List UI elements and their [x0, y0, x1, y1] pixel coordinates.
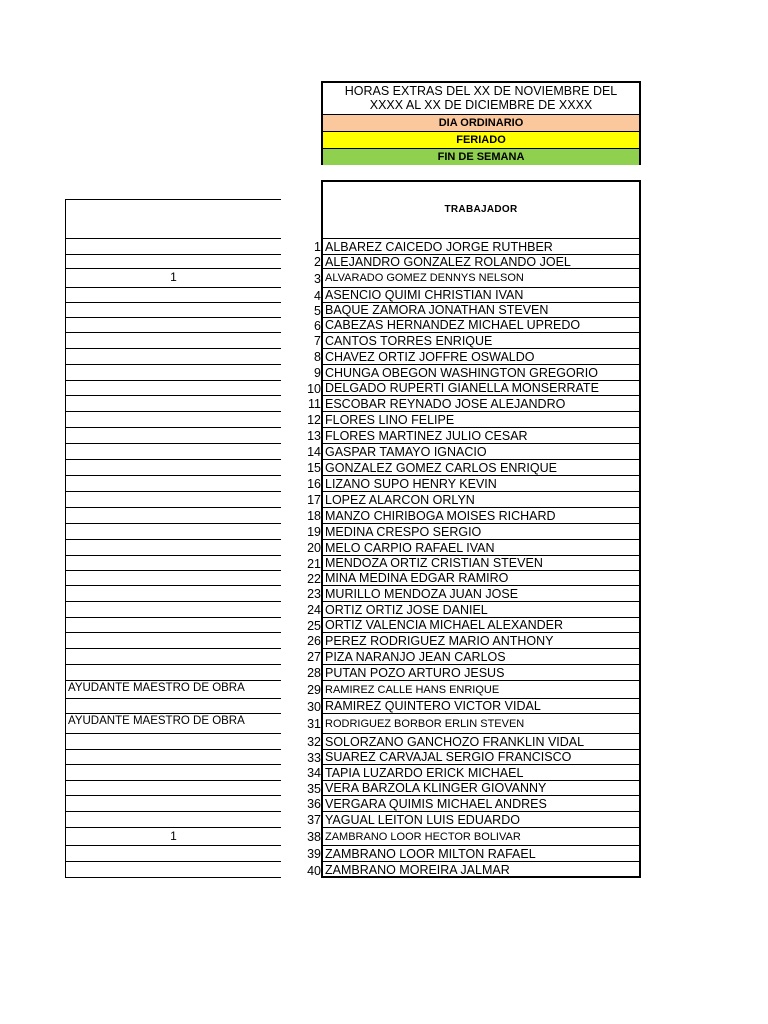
left-value-row3: 1 [170, 270, 177, 284]
worker-name: ZAMBRANO LOOR MILTON RAFAEL [325, 846, 536, 861]
left-row-divider [66, 632, 281, 633]
worker-name: VERGARA QUIMIS MICHAEL ANDRES [325, 796, 547, 811]
legend-fin-de-semana: FIN DE SEMANA [323, 148, 639, 165]
left-row-divider [66, 861, 281, 862]
row-number: 15 [307, 461, 321, 475]
row-number: 6 [314, 318, 321, 333]
legend-dia-ordinario: DIA ORDINARIO [323, 114, 639, 131]
left-row-divider [66, 764, 281, 765]
left-row-divider [66, 795, 281, 796]
row-number: 5 [314, 303, 321, 318]
left-row-divider [66, 827, 281, 828]
column-header-trabajador: TRABAJADOR [444, 204, 518, 215]
row-divider [323, 713, 639, 714]
row-number: 1 [314, 240, 321, 254]
worker-name: LIZANO SUPO HENRY KEVIN [325, 476, 497, 491]
worker-name: PIZA NARANJO JEAN CARLOS [325, 649, 506, 664]
worker-name: GASPAR TAMAYO IGNACIO [325, 444, 487, 459]
row-number: 40 [307, 863, 321, 878]
row-number: 21 [307, 556, 321, 571]
row-number: 17 [307, 493, 321, 507]
row-number: 33 [307, 750, 321, 765]
worker-name: LOPEZ ALARCON ORLYN [325, 492, 475, 507]
row-number: 25 [307, 618, 321, 633]
row-number: 24 [307, 603, 321, 617]
left-row-divider [66, 475, 281, 476]
left-row-divider [66, 238, 281, 239]
worker-name: FLORES MARTINEZ JULIO CESAR [325, 428, 528, 443]
worker-name: MANZO CHIRIBOGA MOISES RICHARD [325, 508, 556, 523]
worker-name: ORTIZ VALENCIA MICHAEL ALEXANDER [325, 618, 564, 632]
worker-name: CHUNGA OBEGON WASHINGTON GREGORIO [325, 365, 598, 380]
row-number: 35 [307, 781, 321, 796]
row-number: 34 [307, 766, 321, 780]
left-row-divider [66, 507, 281, 508]
row-number: 4 [314, 288, 321, 303]
row-number: 37 [307, 813, 321, 827]
row-number: 39 [307, 847, 321, 861]
left-row-divider [66, 601, 281, 602]
worker-name: MEDINA CRESPO SERGIO [325, 524, 482, 539]
worker-name: CHAVEZ ORTIZ JOFFRE OSWALDO [325, 349, 535, 364]
row-number: 13 [307, 429, 321, 443]
row-number: 22 [307, 571, 321, 586]
sheet-title-line1: HORAS EXTRAS DEL XX DE NOVIEMBRE DEL [344, 84, 618, 98]
left-row-divider [66, 332, 281, 333]
row-number: 20 [307, 541, 321, 555]
left-row-divider [66, 733, 281, 734]
worker-name: ALVARADO GOMEZ DENNYS NELSON [325, 272, 524, 284]
worker-name: ORTIZ ORTIZ JOSE DANIEL [325, 602, 488, 617]
worker-name: ASENCIO QUIMI CHRISTIAN IVAN [325, 288, 524, 302]
worker-name: VERA BARZOLA KLINGER GIOVANNY [325, 781, 547, 795]
row-number: 7 [314, 334, 321, 348]
worker-name: CABEZAS HERNANDEZ MICHAEL UPREDO [325, 318, 581, 332]
worker-name: PEREZ RODRIGUEZ MARIO ANTHONY [325, 633, 554, 648]
worker-name: RODRIGUEZ BORBOR ERLIN STEVEN [325, 717, 525, 730]
left-column [65, 199, 280, 878]
job-title-row31: AYUDANTE MAESTRO DE OBRA [68, 715, 245, 727]
row-divider [323, 827, 639, 828]
sheet-title [323, 83, 639, 114]
left-row-divider [66, 713, 281, 714]
row-number: 29 [307, 683, 321, 697]
worker-name: CANTOS TORRES ENRIQUE [325, 333, 493, 348]
left-row-divider [66, 648, 281, 649]
worker-name: MELO CARPIO RAFAEL IVAN [325, 540, 495, 555]
left-row-divider [66, 780, 281, 781]
row-number: 11 [308, 397, 321, 411]
row-divider [323, 268, 639, 269]
row-number: 10 [307, 381, 321, 396]
left-row-divider [66, 302, 281, 303]
row-number: 12 [307, 413, 321, 427]
worker-name: SUAREZ CARVAJAL SERGIO FRANCISCO [325, 750, 572, 764]
row-number: 31 [307, 717, 321, 731]
worker-name: GONZALEZ GOMEZ CARLOS ENRIQUE [325, 460, 557, 475]
worker-table [321, 180, 641, 878]
worker-name: ESCOBAR REYNADO JOSE ALEJANDRO [325, 396, 566, 411]
job-title-row29: AYUDANTE MAESTRO DE OBRA [68, 682, 245, 694]
row-number: 36 [307, 797, 321, 811]
left-row-divider [66, 555, 281, 556]
worker-name: RAMIREZ QUINTERO VICTOR VIDAL [325, 699, 541, 713]
row-number: 2 [314, 255, 321, 269]
worker-name: FLORES LINO FELIPE [325, 412, 455, 427]
row-number: 23 [307, 587, 321, 601]
worker-name: ALBAREZ CAICEDO JORGE RUTHBER [325, 239, 553, 254]
left-row-divider [66, 749, 281, 750]
header-legend-box [321, 81, 641, 165]
left-row-divider [66, 491, 281, 492]
row-number: 16 [307, 477, 321, 491]
left-row-divider [66, 523, 281, 524]
worker-name: RAMIREZ CALLE HANS ENRIQUE [325, 683, 500, 696]
left-row-divider [66, 845, 281, 846]
row-number: 9 [314, 366, 321, 380]
worker-name: MURILLO MENDOZA JUAN JOSE [325, 586, 519, 601]
left-row-divider [66, 380, 281, 381]
row-number: 18 [307, 509, 321, 523]
row-number: 27 [307, 650, 321, 664]
row-number: 19 [307, 525, 321, 539]
row-number: 38 [307, 830, 321, 844]
left-row-divider [66, 199, 281, 200]
worker-name: DELGADO RUPERTI GIANELLA MONSERRATE [325, 381, 599, 395]
left-row-divider [66, 317, 281, 318]
left-row-divider [66, 570, 281, 571]
worker-name: ZAMBRANO MOREIRA JALMAR [325, 863, 510, 877]
row-number: 30 [307, 699, 321, 714]
worker-name: MENDOZA ORTIZ CRISTIAN STEVEN [325, 556, 543, 570]
left-row-divider [66, 443, 281, 444]
row-number: 8 [314, 350, 321, 364]
left-row-divider [66, 348, 281, 349]
sheet-title-line2: XXXX AL XX DE DICIEMBRE DE XXXX [369, 98, 593, 112]
worker-name: MINA MEDINA EDGAR RAMIRO [325, 571, 509, 585]
left-row-divider [66, 411, 281, 412]
worker-name: ZAMBRANO LOOR HECTOR BOLIVAR [325, 830, 521, 843]
row-number: 26 [307, 634, 321, 648]
row-number: 14 [307, 445, 321, 459]
left-row-divider [66, 268, 281, 269]
left-row-divider [66, 877, 281, 878]
row-number: 3 [314, 271, 321, 286]
legend-feriado: FERIADO [323, 131, 639, 148]
worker-name: ALEJANDRO GONZALEZ ROLANDO JOEL [325, 254, 571, 269]
left-row-divider [66, 254, 281, 255]
left-row-divider [66, 664, 281, 665]
left-row-divider [66, 698, 281, 699]
worker-name: TAPIA LUZARDO ERICK MICHAEL [325, 765, 524, 780]
left-row-divider [66, 811, 281, 812]
left-row-divider [66, 539, 281, 540]
worker-name: SOLORZANO GANCHOZO FRANKLIN VIDAL [325, 734, 585, 749]
left-row-divider [66, 680, 281, 681]
worker-name: BAQUE ZAMORA JONATHAN STEVEN [325, 303, 549, 317]
left-row-divider [66, 427, 281, 428]
left-row-divider [66, 617, 281, 618]
row-divider [323, 861, 639, 862]
left-row-divider [66, 459, 281, 460]
left-row-divider [66, 585, 281, 586]
row-divider [323, 680, 639, 681]
left-value-row38: 1 [170, 829, 177, 843]
left-row-divider [66, 287, 281, 288]
worker-name: YAGUAL LEITON LUIS EDUARDO [325, 812, 520, 827]
left-row-divider [66, 364, 281, 365]
row-number: 28 [307, 666, 321, 680]
worker-name: PUTAN POZO ARTURO JESUS [325, 665, 505, 680]
left-row-divider [66, 395, 281, 396]
row-number: 32 [307, 735, 321, 749]
